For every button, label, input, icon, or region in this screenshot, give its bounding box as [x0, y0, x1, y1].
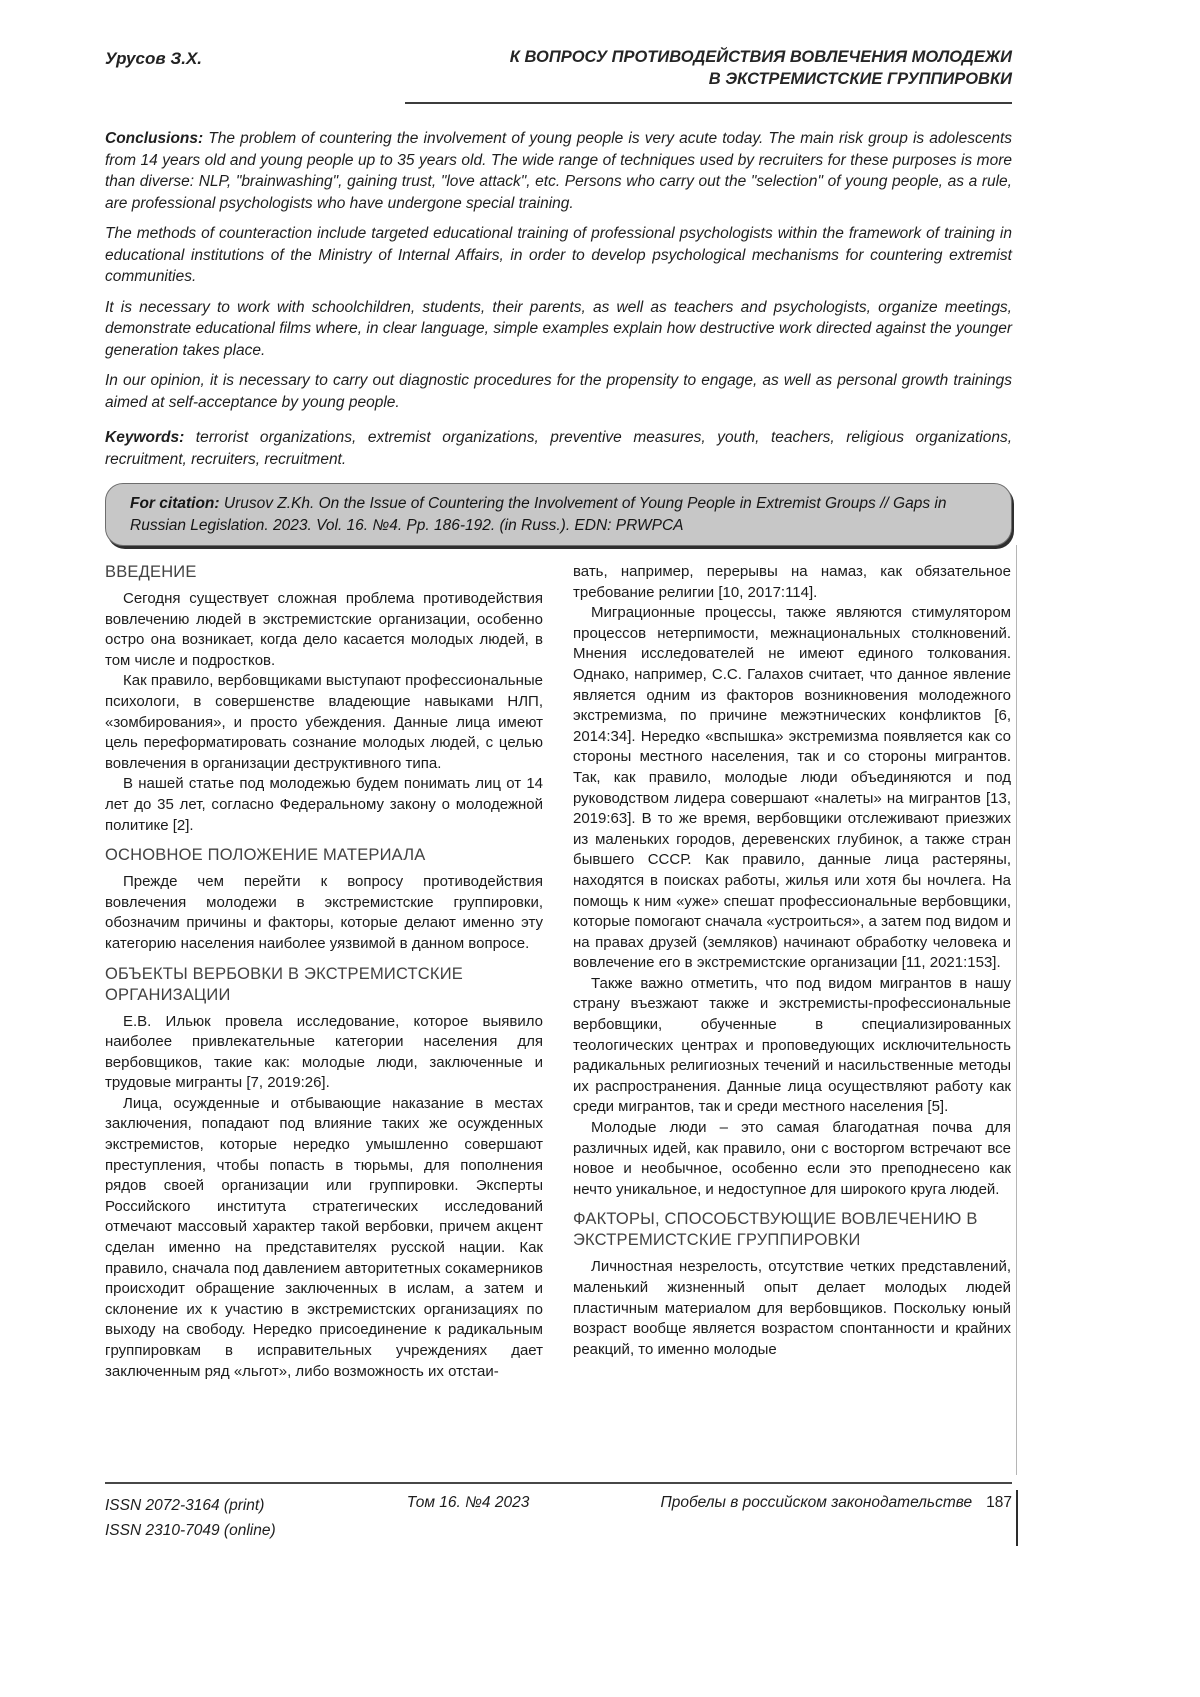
abstract-paragraph: It is necessary to work with schoolchildren, students, their parents, as well as teachers and psychologists, organize meetings, demonstrate educational films where, in clear language, simple examples explain how destructive work directed against the younger generation takes place. [105, 298, 1012, 359]
keywords-text: terrorist organizations, extremist organizations, preventive measures, youth, teachers, religious organizations, recruitment, recruiters, recruitment. [105, 429, 1012, 468]
paragraph: Молодые люди – это самая благодатная почва для различных идей, как правило, они с восторгом встречают все новое и необычное, особенно если это преподнесено как нечто уникальное, и недоступное для широкого круга людей. [573, 1119, 1011, 1198]
keywords-line [105, 427, 1012, 470]
two-column-body [105, 562, 1012, 1382]
paragraph: Е.В. Ильюк провела исследование, которое выявило наиболее привлекательные категории населения для вербовщиков, такие как: молодые люди, заключенные и трудовые мигранты [7, 2019:26]. [105, 1012, 543, 1092]
footer-vertical-rule [1016, 1490, 1018, 1546]
right-column [573, 562, 1011, 1382]
abstract-section [105, 128, 1012, 470]
page-footer [105, 1482, 1012, 1543]
running-title-line2: В ЭКСТРЕМИСТСКИЕ ГРУППИРОВКИ [708, 70, 1012, 88]
abstract-paragraph: The methods of counteraction include targeted educational training of professional psychologists within the framework of training in educational institutions of the Ministry of Internal Affairs, in order to develop psychological mechanisms for countering extremist communities. [105, 225, 1012, 285]
issn-online: ISSN 2310-7049 (online) [105, 1522, 276, 1539]
page-content [105, 46, 1012, 1382]
conclusions-label: Conclusions: [105, 130, 204, 147]
paragraph: Прежде чем перейти к вопросу противодействия вовлечения молодежи в экстремистские группировки, обозначим причины и факторы, которые делают именно эту категорию населения наиболее уязвимой в данном вопросе. [105, 873, 543, 952]
conclusions-text: The problem of countering the involvement of young people is very acute today. The main risk group is adolescents from 14 years old and young people up to 35 years old. The wide range of techniques used by recruiters for these purposes is more than diverse: NLP, "brainwashing", gaining trust, "love attack", etc. Persons who carry out the "selection" of young people, as a rule, are professional psychologists who have undergone special training. [105, 130, 1012, 212]
paragraph: Сегодня существует сложная проблема противодействия вовлечению людей в экстремистские организации, особенно остро она возникает, когда дело касается молодых людей, в том числе и подростков. [105, 590, 543, 669]
citation-text [130, 493, 987, 536]
keywords-label: Keywords: [105, 429, 185, 446]
running-title [510, 46, 1012, 90]
citation-body: Urusov Z.Kh. On the Issue of Countering the Involvement of Young People in Extremist Groups // Gaps in Russian Legislation. 2023. Vol. 16. №4. Pp. 186-192. (in Russ.). EDN: PRWPCA [130, 495, 947, 534]
journal-block [660, 1493, 1012, 1512]
citation-box [105, 483, 1012, 546]
journal-name: Пробелы в российском законодательстве [660, 1494, 973, 1511]
header-rule [405, 102, 1012, 104]
paragraph: Лица, осужденные и отбывающие наказание в местах заключения, попадают под влияние таких же осужденных экстремистов, которые нередко умышленно совершают преступления, чтобы попасть в тюрьмы, для пополнения рядов своей организации или группировки. Эксперты Российского института стратегических исследований отмечают массовый характер такой вербовки, причем акцент сделан именно на представителях русской нации. Как правило, сначала под давлением авторитетных сокамерников происходит обращение заключенных в ислам, а затем и склонение их к участию в экстремистских организациях по выходу на свободу. Нередко присоединение к радикальным группировкам в исправительных учреждениях дает заключенным ряд «льгот», либо возможность их отстаи- [105, 1094, 543, 1380]
running-title-line1: К ВОПРОСУ ПРОТИВОДЕЙСТВИЯ ВОВЛЕЧЕНИЯ МОЛОДЕЖИ [509, 48, 1012, 66]
paragraph: Миграционные процессы, также являются стимулятором процессов нетерпимости, межнациональных столкновений. Мнения исследователей не имеют единого толкования. Однако, например, С.С. Галахов считает, что данное явление является одним из факторов возникновения молодежного экстремизма, по причине межэтнических конфликтов [6, 2014:34]. Нередко «вспышка» экстремизма появляется как со стороны местного населения, так и со стороны мигрантов. Так, как правило, молодые люди объединяются и под руководством лидера совершают «налеты» на мигрантов [13, 2019:63]. В то же время, вербовщики отслеживают приезжих из маленьких городов, деревенских глубинок, а также стран бывшего СССР. Как правило, данные лица растеряны, находятся в поисках работы, жилья или хотя бы ночлега. На помощь к ним «уже» спешат профессиональные вербовщики, которые помогают сначала «устроиться», а затем под видом и на правах друзей (земляков) начинают обработку человека и вовлечение его в экстремистские организации [11, 2021:153]. [573, 604, 1011, 972]
paragraph: В нашей статье под молодежью будем понимать лиц от 14 лет до 35 лет, согласно Федеральному закону о молодежной политике [2]. [105, 775, 543, 834]
running-author: Урусов З.Х. [105, 49, 203, 68]
footer-row [105, 1493, 1012, 1543]
citation-label: For citation: [130, 495, 220, 512]
heading-recruitment-targets: ОБЪЕКТЫ ВЕРБОВКИ В ЭКСТРЕМИСТСКИЕ ОРГАНИЗАЦИИ [105, 964, 463, 1004]
paragraph-continuation: вать, например, перерывы на намаз, как обязательное требование религии [10, 2017:114]. [573, 563, 1011, 601]
footer-rule [105, 1482, 1012, 1484]
column-side-rule [1016, 545, 1017, 1475]
volume-info: Том 16. №4 2023 [406, 1494, 530, 1511]
paragraph: Также важно отметить, что под видом мигрантов в нашу страну въезжают также и экстремисты-профессиональные вербовщики, обученные в специализированных теологических центрах и проповедующих исключительность радикальных религиозных течений и насильственные методы их распространения. Данные лица осуществляют работу как среди мигрантов, так и среди местного населения [5]. [573, 974, 1011, 1116]
heading-involvement-factors: ФАКТОРЫ, СПОСОБСТВУЮЩИЕ ВОВЛЕЧЕНИЮ В ЭКСТРЕМИСТСКИЕ ГРУППИРОВКИ [573, 1210, 978, 1250]
heading-introduction: ВВЕДЕНИЕ [105, 563, 197, 581]
left-column [105, 562, 543, 1382]
paragraph: Как правило, вербовщиками выступают профессиональные психологи, в совершенстве владеющие навыками НЛП, «зомбирования», и просто убеждения. Данные лица имеют цель переформатировать сознание молодых людей, с целью вовлечения в организации деструктивного типа. [105, 672, 543, 772]
heading-main-provision: ОСНОВНОЕ ПОЛОЖЕНИЕ МАТЕРИАЛА [105, 846, 426, 865]
issn-print: ISSN 2072-3164 (print) [105, 1497, 265, 1514]
issn-block [105, 1493, 276, 1543]
page-number: 187 [986, 1494, 1012, 1511]
abstract-paragraph-conclusions [105, 128, 1012, 214]
abstract-paragraph: In our opinion, it is necessary to carry out diagnostic procedures for the propensity to engage, as well as personal growth trainings aimed at self-acceptance by young people. [105, 372, 1012, 411]
paragraph: Личностная незрелость, отсутствие четких представлений, маленький жизненный опыт делает молодых людей пластичным материалом для вербовщиков. Поскольку юный возраст вообще является возрастом спонтанности и крайних реакций, то именно молодые [573, 1258, 1011, 1358]
page-header [105, 46, 1012, 90]
